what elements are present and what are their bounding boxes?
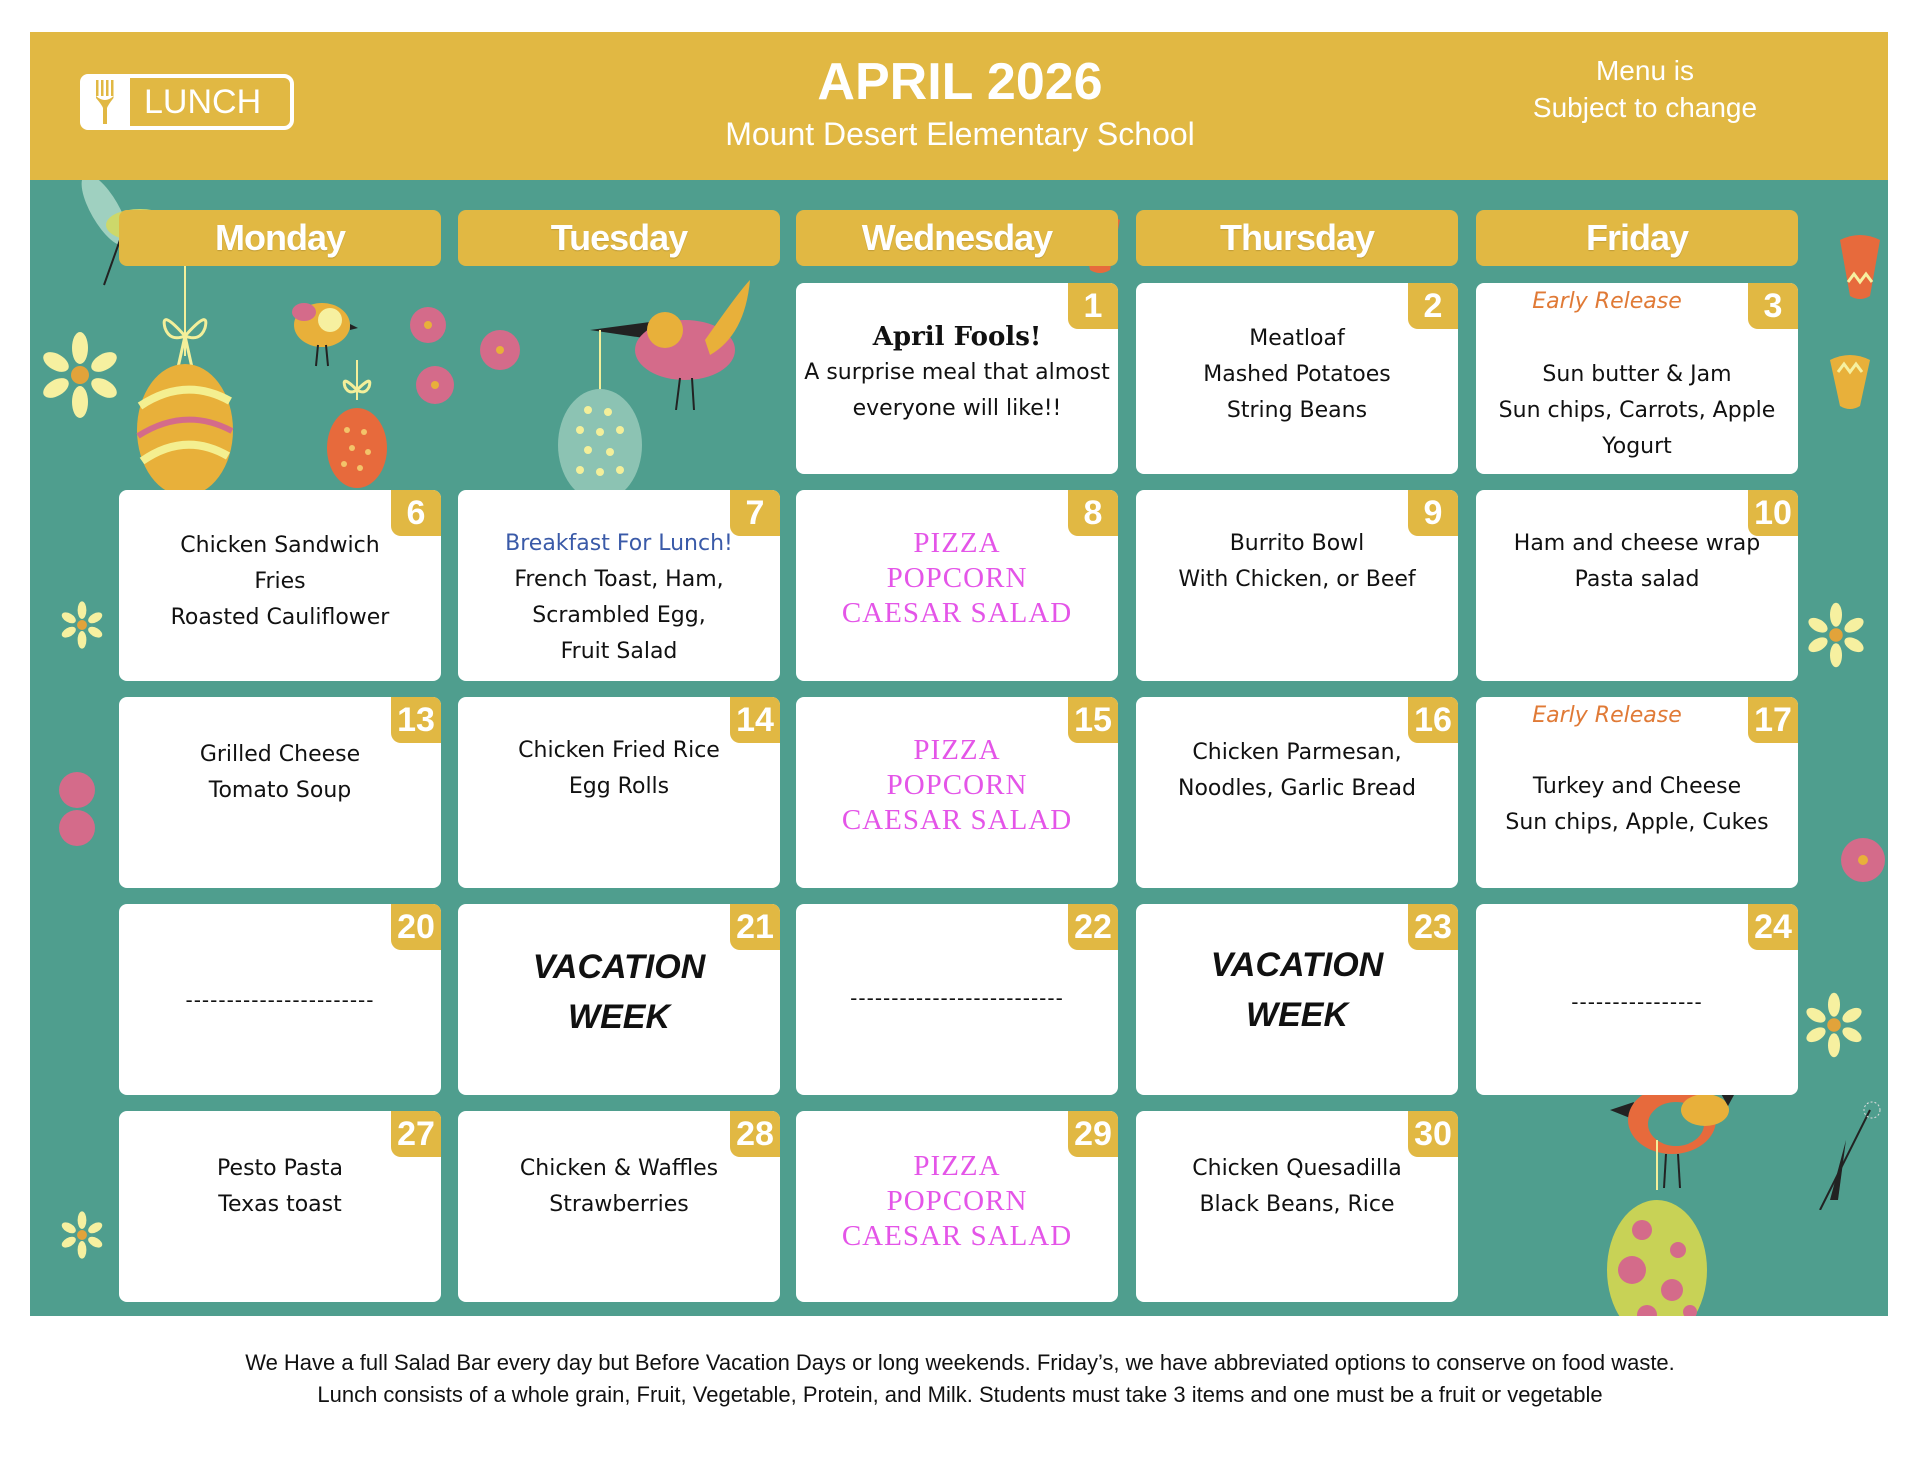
no-service-line: ----------------------- (185, 988, 375, 1012)
date-badge: 29 (1068, 1111, 1118, 1157)
date-badge: 6 (391, 490, 441, 536)
day-cell-9 (1136, 490, 1458, 681)
day-cell-17 (1476, 697, 1798, 888)
menu-line: French Toast, Ham, (514, 567, 724, 592)
daisy-icon (1804, 990, 1864, 1060)
menu-line: Turkey and Cheese (1532, 774, 1742, 799)
footer-note-1: We Have a full Salad Bar every day but Before Vacation Days or long weekends. Friday’s, we have abbreviated options to conserve on food waste. (245, 1350, 1675, 1375)
spotted-egg-icon (1602, 1140, 1712, 1316)
day-cell-13 (119, 697, 441, 888)
menu-line: POPCORN (886, 1185, 1028, 1217)
day-cell-24 (1476, 904, 1798, 1095)
heart-egg-icon (322, 360, 392, 490)
dandelion-icon (1810, 1100, 1888, 1210)
notice-line-2: Subject to change (1532, 92, 1758, 123)
date-badge: 17 (1748, 697, 1798, 743)
menu-line: Tomato Soup (208, 778, 352, 803)
date-badge: 9 (1408, 490, 1458, 536)
daisy-icon (60, 1210, 104, 1260)
menu-line: Sun chips, Carrots, Apple (1498, 398, 1776, 423)
date-badge: 30 (1408, 1111, 1458, 1157)
menu-line: Meatloaf (1249, 326, 1345, 351)
day-cell-28 (458, 1111, 780, 1302)
logo-label: LUNCH (144, 82, 262, 121)
menu-line: PIZZA (913, 734, 1001, 766)
striped-egg-icon (130, 236, 240, 496)
date-badge: 8 (1068, 490, 1118, 536)
daisy-icon (1806, 600, 1866, 670)
menu-line: Mashed Potatoes (1203, 362, 1391, 387)
menu-line: Chicken & Waffles (519, 1156, 719, 1181)
date-badge: 2 (1408, 283, 1458, 329)
day-header-wednesday: Wednesday (796, 210, 1118, 266)
menu-line: Pesto Pasta (217, 1156, 343, 1181)
menu-line: A surprise meal that almost (804, 360, 1110, 385)
menu-line: Chicken Quesadilla (1192, 1156, 1402, 1181)
daisy-icon (60, 600, 104, 650)
vacation-line: WEEK (1246, 996, 1348, 1034)
menu-line: Sun chips, Apple, Cukes (1505, 810, 1769, 835)
day-cell-30 (1136, 1111, 1458, 1302)
day-cell-21 (458, 904, 780, 1095)
day-header-thursday: Thursday (1136, 210, 1458, 266)
day-header-tuesday: Tuesday (458, 210, 780, 266)
april-fools-heading: April Fools! (872, 322, 1042, 352)
school-name: Mount Desert Elementary School (725, 116, 1195, 152)
menu-line: Chicken Parmesan, (1192, 740, 1402, 765)
day-cell-20 (119, 904, 441, 1095)
footer-note-2: Lunch consists of a whole grain, Fruit, Vegetable, Protein, and Milk. Students must take 3 items and one must be a fruit or vegetable (317, 1382, 1603, 1407)
date-badge: 1 (1068, 283, 1118, 329)
menu-line: Fruit Salad (560, 639, 678, 664)
menu-line: Scrambled Egg, (532, 603, 706, 628)
dotted-egg-icon (550, 330, 650, 490)
menu-line: CAESAR SALAD (841, 1220, 1073, 1252)
menu-change-notice (1480, 52, 1810, 126)
day-cell-22 (796, 904, 1118, 1095)
menu-line: Yogurt (1602, 434, 1672, 459)
date-badge: 23 (1408, 904, 1458, 950)
menu-line: POPCORN (886, 562, 1028, 594)
menu-line: Chicken Fried Rice (518, 738, 720, 763)
day-cell-10 (1476, 490, 1798, 681)
date-badge: 28 (730, 1111, 780, 1157)
menu-line: PIZZA (913, 527, 1001, 559)
day-cell-29 (796, 1111, 1118, 1302)
day-header-monday: Monday (119, 210, 441, 266)
menu-line: Noodles, Garlic Bread (1178, 776, 1416, 801)
menu-line: Roasted Cauliflower (170, 605, 390, 630)
notice-line-1: Menu is (1595, 55, 1695, 86)
vacation-line: WEEK (568, 998, 670, 1036)
date-badge: 3 (1748, 283, 1798, 329)
day-cell-1 (796, 283, 1118, 474)
early-release-tag: Early Release (1532, 289, 1682, 314)
yellow-tulip-icon (1820, 350, 1880, 420)
early-release-tag: Early Release (1532, 703, 1682, 728)
menu-line: Egg Rolls (568, 774, 670, 799)
menu-line: everyone will like!! (852, 396, 1062, 421)
menu-line: Grilled Cheese (199, 742, 361, 767)
menu-line: Texas toast (218, 1192, 342, 1217)
menu-line: String Beans (1226, 398, 1368, 423)
tulip-icon (1830, 230, 1888, 310)
menu-line: PIZZA (913, 1150, 1001, 1182)
day-cell-8 (796, 490, 1118, 681)
vacation-line: VACATION (1210, 946, 1384, 984)
daisy-icon (40, 330, 120, 420)
no-service-line: ---------------- (1571, 990, 1703, 1014)
day-cell-3 (1476, 283, 1798, 474)
day-cell-2 (1136, 283, 1458, 474)
date-badge: 15 (1068, 697, 1118, 743)
menu-line: Black Beans, Rice (1199, 1192, 1395, 1217)
day-cell-7 (458, 490, 780, 681)
bird-icon (282, 290, 362, 370)
menu-line: Burrito Bowl (1229, 531, 1365, 556)
date-badge: 20 (391, 904, 441, 950)
date-badge: 16 (1408, 697, 1458, 743)
menu-line: Pasta salad (1574, 567, 1700, 592)
day-cell-16 (1136, 697, 1458, 888)
date-badge: 21 (730, 904, 780, 950)
day-header-friday: Friday (1476, 210, 1798, 266)
menu-line: With Chicken, or Beef (1178, 567, 1416, 592)
menu-line: Sun butter & Jam (1542, 362, 1732, 387)
pink-flowers-icon (400, 300, 530, 420)
date-badge: 24 (1748, 904, 1798, 950)
day-cell-15 (796, 697, 1118, 888)
page-title: APRIL 2026 (817, 53, 1103, 111)
pink-flower-icon (52, 770, 102, 850)
day-cell-23 (1136, 904, 1458, 1095)
menu-line: Strawberries (549, 1192, 689, 1217)
menu-line: Fries (254, 569, 306, 594)
menu-line: CAESAR SALAD (841, 804, 1073, 836)
pink-flower-icon (1838, 835, 1888, 885)
date-badge: 10 (1748, 490, 1798, 536)
menu-line: POPCORN (886, 769, 1028, 801)
date-badge: 22 (1068, 904, 1118, 950)
menu-line: CAESAR SALAD (841, 597, 1073, 629)
date-badge: 14 (730, 697, 780, 743)
menu-line: Ham and cheese wrap (1513, 531, 1761, 556)
date-badge: 27 (391, 1111, 441, 1157)
day-cell-6 (119, 490, 441, 681)
menu-line: Chicken Sandwich (180, 533, 380, 558)
no-service-line: -------------------------- (850, 986, 1064, 1010)
day-cell-27 (119, 1111, 441, 1302)
breakfast-tag: Breakfast For Lunch! (505, 531, 733, 556)
date-badge: 7 (730, 490, 780, 536)
date-badge: 13 (391, 697, 441, 743)
day-cell-14 (458, 697, 780, 888)
vacation-line: VACATION (532, 948, 706, 986)
